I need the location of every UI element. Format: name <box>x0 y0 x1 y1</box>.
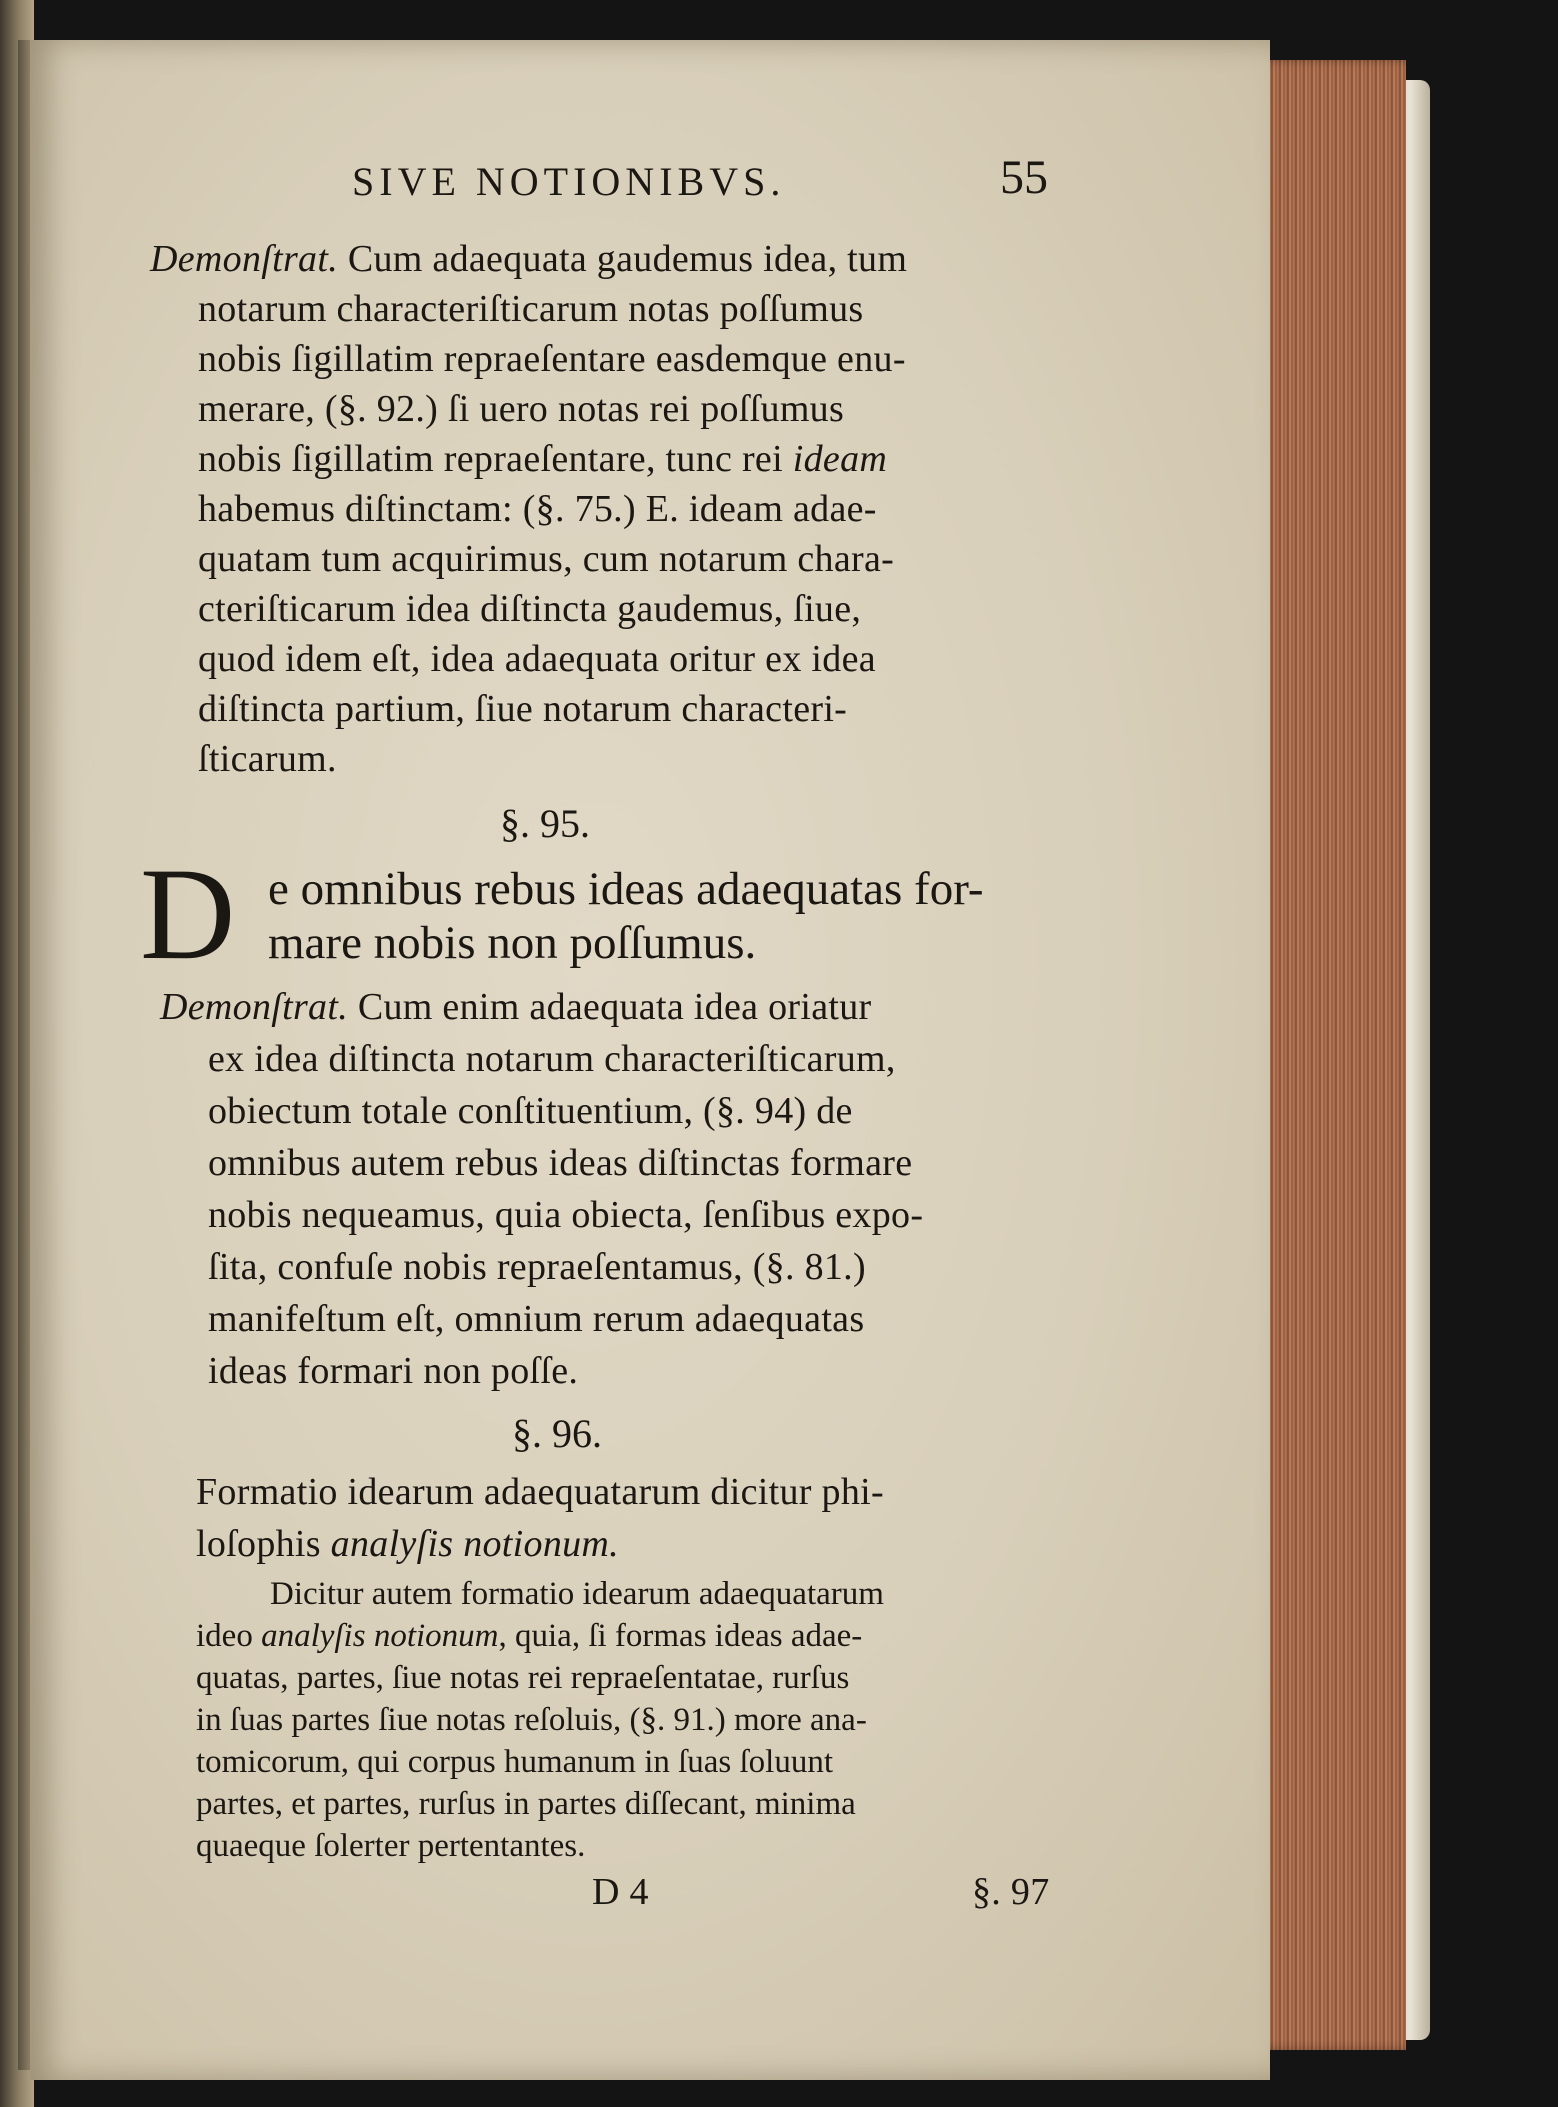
para2-line-4: omnibus autem rebus ideas diſtinctas formare <box>208 1142 913 1184</box>
para1-line-3: nobis ſigillatim repraeſentare easdemque enu- <box>198 338 906 380</box>
para1-line-4: merare, (§. 92.) ſi uero notas rei poſſumus <box>198 388 845 430</box>
sec96-line-2: loſophis analyſis notionum. <box>196 1523 619 1565</box>
note-line-4: in ſuas partes ſiue notas reſoluis, (§. 91.) more ana- <box>196 1702 867 1738</box>
demonstrat-label-2: Demonſtrat. <box>160 986 349 1028</box>
para2-line-3: obiectum totale conſtituentium, (§. 94) de <box>208 1090 853 1132</box>
note-line-6: partes, et partes, rurſus in partes diſſecant, minima <box>196 1786 856 1822</box>
signature-mark: D 4 <box>592 1871 649 1913</box>
para1-line-10: diſtincta partium, ſiue notarum characteri- <box>198 688 848 730</box>
para1-line-8: cteriſticarum idea diſtincta gaudemus, ſiue, <box>198 588 862 630</box>
section-95-heading: §. 95. <box>500 801 590 846</box>
drop-cap: D <box>140 840 236 987</box>
para2-line-8: ideas formari non poſſe. <box>208 1350 579 1392</box>
para2-line-1: Demonſtrat. Cum enim adaequata idea oriatur <box>160 986 872 1028</box>
para1-line-7: quatam tum acquirimus, cum notarum chara- <box>198 538 895 580</box>
para1-line-5: nobis ſigillatim repraeſentare, tunc rei ideam <box>198 438 888 480</box>
note-line-7: quaeque ſolerter pertentantes. <box>196 1828 586 1864</box>
para2-line-5: nobis nequeamus, quia obiecta, ſenſibus expo- <box>208 1194 924 1236</box>
para1-line-6: habemus diſtinctam: (§. 75.) E. ideam adae- <box>198 488 877 530</box>
para1-line-11: ſticarum. <box>198 738 337 780</box>
note-line-1: Dicitur autem formatio idearum adaequatarum <box>270 1576 884 1612</box>
sec96-line-1: Formatio idearum adaequatarum dicitur phi- <box>196 1471 884 1513</box>
para1-line-2: notarum characteriſticarum notas poſſumus <box>198 288 864 330</box>
note-line-3: quatas, partes, ſiue notas rei repraeſentatae, rurſus <box>196 1660 850 1696</box>
running-title: SIVE NOTIONIBVS. <box>352 159 786 204</box>
para1-line-9: quod idem eſt, idea adaequata oritur ex idea <box>198 638 876 680</box>
note-line-5: tomicorum, qui corpus humanum in ſuas ſoluunt <box>196 1744 834 1780</box>
note-line-2: ideo analyſis notionum, quia, ſi formas ideas adae- <box>196 1618 863 1654</box>
sec95-line-1: e omnibus rebus ideas adaequatas for- <box>268 863 984 915</box>
section-96-heading: §. 96. <box>512 1411 602 1456</box>
para2-line-2: ex idea diſtincta notarum characteriſticarum, <box>208 1038 896 1080</box>
page-number: 55 <box>1000 151 1048 204</box>
para2-line-7: manifeſtum eſt, omnium rerum adaequatas <box>208 1298 865 1340</box>
catchword: §. 97 <box>972 1871 1050 1913</box>
para1-line-1: Demonſtrat. Cum adaequata gaudemus idea, tum <box>150 238 908 280</box>
sec95-line-2: mare nobis non poſſumus. <box>268 917 757 969</box>
para2-line-6: ſita, confuſe nobis repraeſentamus, (§. 81.) <box>208 1246 866 1288</box>
demonstrat-label: Demonſtrat. <box>150 238 339 280</box>
